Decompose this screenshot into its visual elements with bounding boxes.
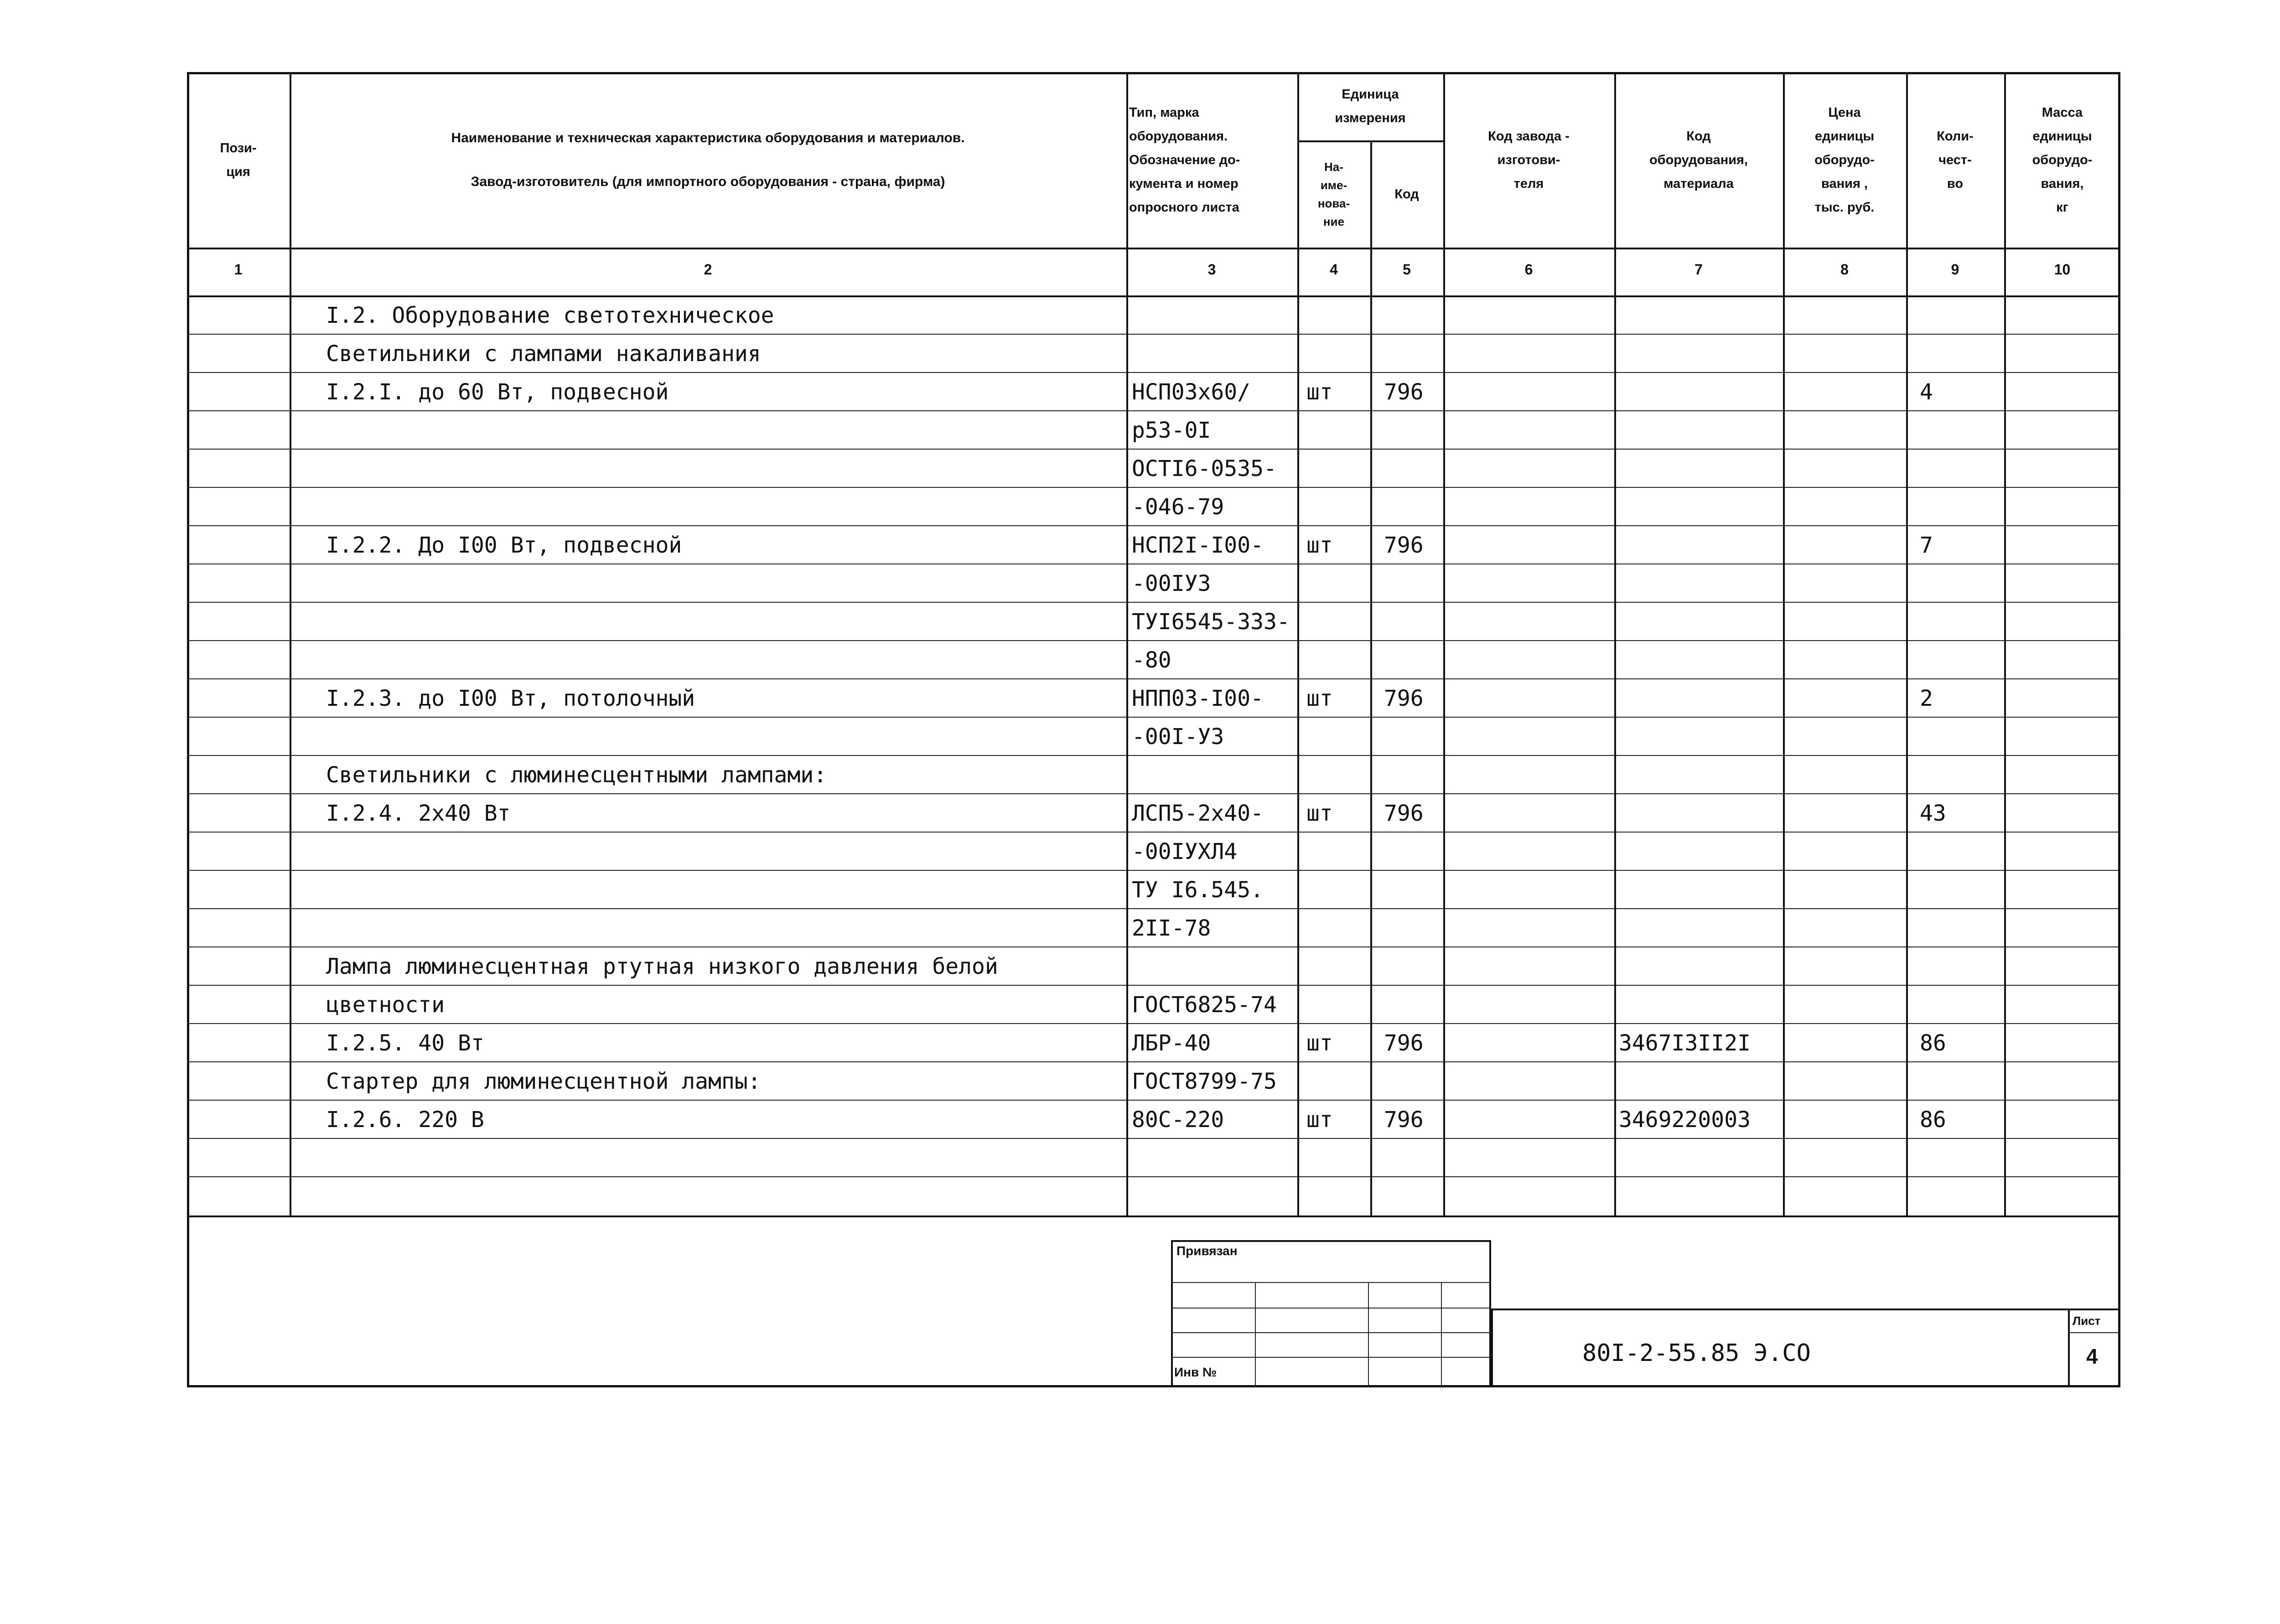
row-unit: шт [1306,1030,1333,1056]
row-line [187,1061,2120,1062]
row-quantity: 86 [1920,1107,1946,1133]
row-quantity: 4 [1920,379,1933,405]
header-line [187,248,2120,249]
sheet-label: Лист [2073,1314,2101,1328]
row-line [187,640,2120,641]
column-line [1906,72,1908,1215]
inventory-label: Инв № [1174,1365,1217,1379]
stamp-top-line [187,1215,2120,1217]
row-type: НСП2I-I00- [1132,533,1264,558]
header-price: Цена единицы оборудо- вания , тыс. руб. [1814,105,1875,215]
row-quantity: 7 [1920,533,1933,558]
row-code: 796 [1384,379,1424,405]
row-line [187,487,2120,488]
stamp-line [1368,1282,1369,1387]
header-name: Наименование и техническая характеристика оборудования и материалов. Завод-изготовитель (для импортного оборудования - страна, фирма) [451,130,965,189]
row-name: I.2.2. До I00 Вт, подвесной [326,533,682,558]
stamp-line [1171,1332,1491,1333]
row-type: ТУI6545-333- [1132,609,1290,635]
column-line [1370,140,1372,1215]
row-type: -00IУ3 [1132,571,1211,596]
stamp-line [1171,1357,1491,1358]
row-name: I.2.5. 40 Вт [326,1030,484,1056]
row-name: Светильники с люминесцентными лампами: [326,762,827,788]
row-line [187,717,2120,718]
row-line [187,334,2120,335]
header-type: Тип, марка оборудования. Обозначение до- кумента и номер опросного листа [1129,105,1240,215]
row-line [187,678,2120,679]
column-line [1443,72,1445,1215]
row-type: НСП03х60/ [1132,379,1251,405]
row-line [187,985,2120,986]
column-line [1783,72,1785,1215]
row-name: Стартер для люминесцентной лампы: [326,1069,761,1094]
row-type: ЛСП5-2х40- [1132,801,1264,826]
column-number: 9 [1951,261,1959,278]
row-name: I.2.6. 220 В [326,1107,484,1133]
row-code: 796 [1384,1107,1424,1133]
row-line [187,1138,2120,1139]
row-type: НПП03-I00- [1132,686,1264,711]
row-type: ТУ I6.545. [1132,877,1264,903]
row-unit: шт [1306,801,1333,826]
stamp-line [2068,1332,2120,1333]
row-equipment-code: 3467I3II2I [1619,1030,1751,1056]
row-type: ГОСТ8799-75 [1132,1069,1277,1094]
row-line [187,870,2120,871]
row-name: I.2. Оборудование светотехническое [326,303,774,328]
bound-label: Привязан [1176,1244,1238,1258]
row-quantity: 2 [1920,686,1933,711]
row-line [187,832,2120,833]
column-line [1126,72,1128,1215]
row-code: 796 [1384,533,1424,558]
row-line [187,372,2120,373]
row-name: цветности [326,992,445,1018]
document-sheet [187,72,2120,1387]
row-line [187,602,2120,603]
column-number: 3 [1207,261,1216,278]
column-number: 1 [234,261,243,278]
row-unit: шт [1306,686,1333,711]
row-type: -00I-У3 [1132,724,1224,750]
row-name: Светильники с лампами накаливания [326,341,761,367]
stamp-line [1171,1308,1491,1309]
column-number: 8 [1840,261,1849,278]
row-line [187,1023,2120,1024]
header-unit: Единица измерения [1335,87,1406,125]
row-quantity: 43 [1920,801,1946,826]
row-type: р53-0I [1132,418,1211,443]
row-type: ОСТI6-0535- [1132,456,1277,481]
row-unit: шт [1306,379,1333,405]
row-code: 796 [1384,686,1424,711]
column-number: 7 [1694,261,1703,278]
row-type: ЛБР-40 [1132,1030,1211,1056]
row-name: I.2.4. 2х40 Вт [326,801,511,826]
row-type: 80С-220 [1132,1107,1224,1133]
header-plant: Код завода - изготови- теля [1488,129,1570,191]
row-type: -80 [1132,647,1171,673]
column-line [1614,72,1616,1215]
row-type: ГОСТ6825-74 [1132,992,1277,1018]
column-line [2004,72,2006,1215]
header-code: Код оборудования, материала [1649,129,1748,191]
row-line [187,755,2120,756]
row-quantity: 86 [1920,1030,1946,1056]
row-name: I.2.3. до I00 Вт, потолочный [326,686,695,711]
row-line [187,1100,2120,1101]
row-line [187,525,2120,526]
header-line [187,295,2120,297]
document-code: 80I-2-55.85 Э.СО [1582,1340,1811,1367]
stamp-small-box [1171,1240,1491,1387]
row-type: -00IУХЛ4 [1132,839,1238,864]
row-line [187,449,2120,450]
row-type: 2II-78 [1132,915,1211,941]
stamp-line [1441,1282,1442,1387]
column-number: 2 [704,261,712,278]
header-pos: Пози- ция [220,140,257,179]
row-code: 796 [1384,801,1424,826]
column-line [1297,72,1299,1215]
row-line [187,1176,2120,1177]
header-unit-code: Код [1394,186,1419,202]
row-line [187,410,2120,411]
stamp-line [1491,1309,2120,1310]
header-unit-name: На- име- нова- ние [1317,160,1350,228]
row-line [187,793,2120,794]
row-name: I.2.I. до 60 Вт, подвесной [326,379,669,405]
row-unit: шт [1306,1107,1333,1133]
header-mass: Масса единицы оборудо- вания, кг [2032,105,2093,215]
header-qty: Коли- чест- во [1937,129,1974,191]
stamp-line [1171,1282,1491,1283]
row-name: Лампа люминесцентная ртутная низкого давления белой [326,954,998,979]
row-type: -046-79 [1132,494,1224,520]
row-unit: шт [1306,533,1333,558]
stamp-line [1491,1309,1493,1387]
row-code: 796 [1384,1030,1424,1056]
column-number: 4 [1330,261,1338,278]
column-number: 6 [1524,261,1533,278]
column-number: 5 [1403,261,1411,278]
column-line [290,72,291,1215]
row-line [187,946,2120,947]
row-line [187,908,2120,909]
stamp-line [2068,1309,2070,1387]
sheet-number: 4 [2086,1345,2098,1368]
column-number: 10 [2054,261,2071,278]
stamp-line [1255,1282,1256,1387]
row-equipment-code: 3469220003 [1619,1107,1751,1133]
